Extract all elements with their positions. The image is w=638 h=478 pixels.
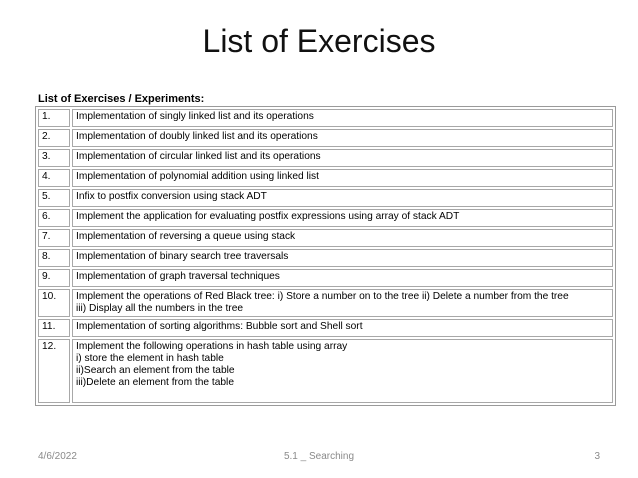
exercise-description <box>72 229 613 247</box>
exercise-description <box>72 189 613 207</box>
exercise-row <box>38 319 613 337</box>
exercise-number: 5. <box>38 189 70 207</box>
exercise-row <box>38 209 613 227</box>
exercise-row <box>38 229 613 247</box>
exercise-row <box>38 339 613 403</box>
exercise-description-line: Implementation of doubly linked list and its operations <box>76 131 318 142</box>
slide-title: List of Exercises <box>202 23 436 59</box>
exercise-description <box>72 339 613 403</box>
exercise-description <box>72 289 613 317</box>
exercise-description-line: Implementation of circular linked list and its operations <box>76 151 321 162</box>
exercise-number: 11. <box>38 319 70 337</box>
exercise-description-line: Implement the application for evaluating postfix expressions using array of stack ADT <box>76 211 460 222</box>
footer-date: 4/6/2022 <box>38 451 77 462</box>
exercise-description <box>72 249 613 267</box>
exercise-description-line: Implement the following operations in hash table using array <box>76 341 348 352</box>
exercise-description-line <box>76 389 609 401</box>
exercise-row <box>38 249 613 267</box>
exercise-description-line: Implementation of polynomial addition using linked list <box>76 171 319 182</box>
exercise-number: 4. <box>38 169 70 187</box>
exercise-description <box>72 209 613 227</box>
exercise-row <box>38 169 613 187</box>
exercise-description-line: Implementation of graph traversal techniques <box>76 271 280 282</box>
exercise-table-body <box>38 109 613 403</box>
exercise-description <box>72 129 613 147</box>
exercise-description-line: ii)Search an element from the table <box>76 365 235 376</box>
exercise-description-line: Implementation of sorting algorithms: Bubble sort and Shell sort <box>76 321 363 332</box>
exercise-description <box>72 149 613 167</box>
exercise-description-line: iii) Display all the numbers in the tree <box>76 303 244 314</box>
exercise-number: 6. <box>38 209 70 227</box>
exercise-description-line: Implement the operations of Red Black tree: i) Store a number on to the tree ii) Delete a number from the tree <box>76 291 569 302</box>
exercise-description-line: Implementation of binary search tree traversals <box>76 251 289 262</box>
exercise-description <box>72 109 613 127</box>
exercise-table <box>35 106 616 406</box>
exercise-description-line: i) store the element in hash table <box>76 353 224 364</box>
exercise-description <box>72 169 613 187</box>
exercise-row <box>38 109 613 127</box>
exercise-description-line: Implementation of singly linked list and its operations <box>76 111 314 122</box>
exercise-row <box>38 269 613 287</box>
exercise-number: 8. <box>38 249 70 267</box>
footer-page-number: 3 <box>594 451 600 462</box>
exercise-number: 1. <box>38 109 70 127</box>
exercise-description-line: Implementation of reversing a queue using stack <box>76 231 296 242</box>
exercise-row <box>38 149 613 167</box>
list-heading: List of Exercises / Experiments: <box>38 93 205 105</box>
exercise-number: 10. <box>38 289 70 317</box>
exercise-description-line: Infix to postfix conversion using stack ADT <box>76 191 267 202</box>
exercise-number: 3. <box>38 149 70 167</box>
exercise-row <box>38 289 613 317</box>
exercise-description <box>72 269 613 287</box>
exercise-description <box>72 319 613 337</box>
footer-title: 5.1 _ Searching <box>283 451 355 462</box>
exercise-number: 2. <box>38 129 70 147</box>
exercise-description-line: iii)Delete an element from the table <box>76 377 234 388</box>
exercise-number: 12. <box>38 339 70 403</box>
exercise-row <box>38 129 613 147</box>
exercise-row <box>38 189 613 207</box>
exercise-number: 7. <box>38 229 70 247</box>
exercise-number: 9. <box>38 269 70 287</box>
